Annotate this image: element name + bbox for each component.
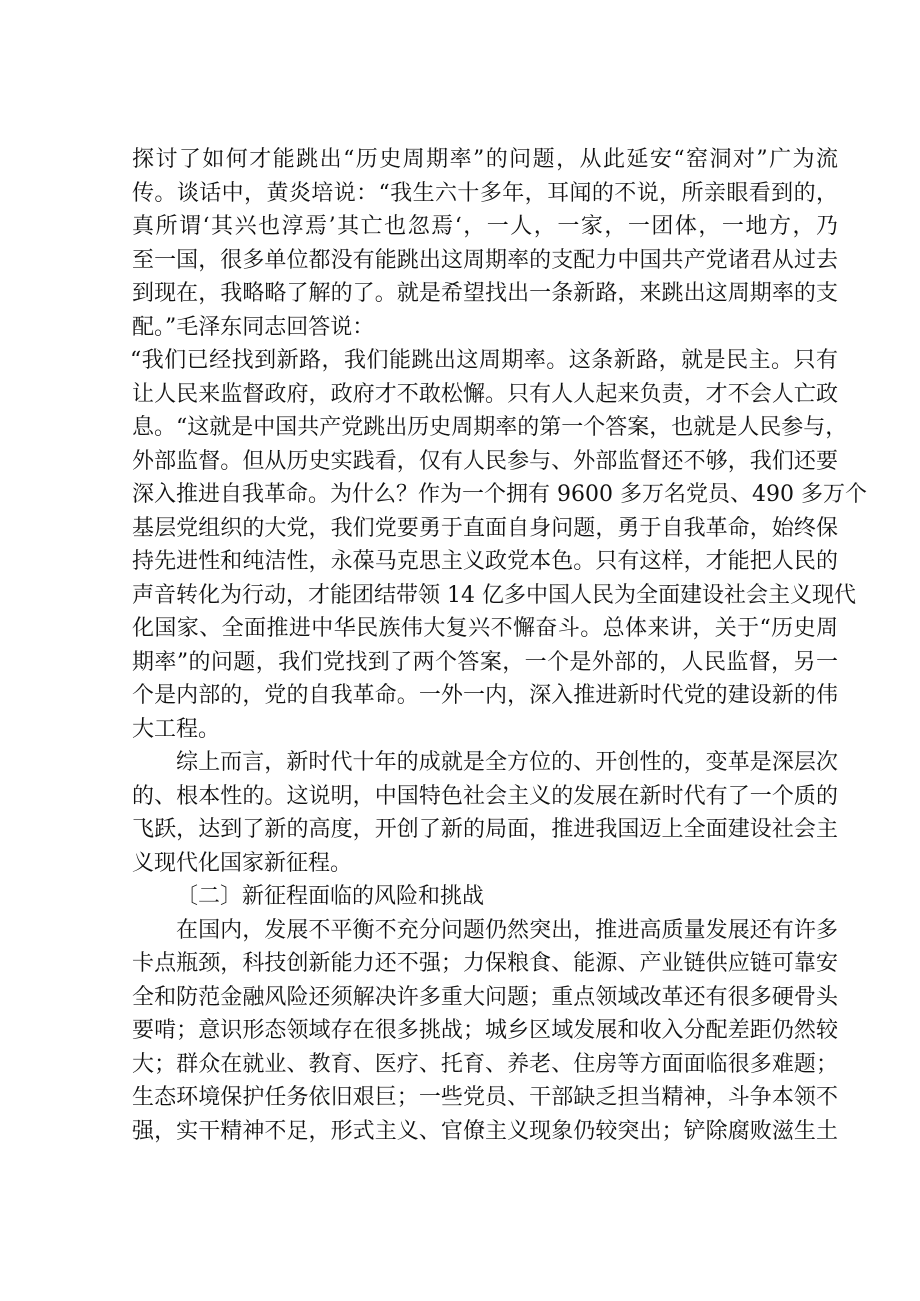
text-line: 个是内部的，党的自我革命。一外一内，深入推进新时代党的建设新的伟 xyxy=(132,683,838,708)
text-line: “我们已经找到新路，我们能跳出这周期率。这条新路，就是民主。只有 xyxy=(130,348,838,373)
paragraph-2 xyxy=(130,344,867,746)
text-line: 要啃；意识形态领域存在很多挑战；城乡区域发展和收入分配差距仍然较 xyxy=(132,1018,838,1043)
paragraph-4 xyxy=(132,914,838,1149)
text-line: 强，实干精神不足，形式主义、官僚主义现象仍较突出；铲除腐败滋生土 xyxy=(132,1118,838,1144)
text-line: 卡点瓶颈，科技创新能力还不强；力保粮食、能源、产业链供应链可靠安 xyxy=(132,951,838,976)
text-line: 化国家、全面推进中华民族伟大复兴不懈奋斗。总体来讲，关于“历史周 xyxy=(132,616,838,641)
text-line: 让人民来监督政府，政府才不敢松懈。只有人人起来负责，才不会人亡政 xyxy=(132,381,838,407)
text-line: 到现在，我略略了解的了。就是希望找出一条新路，来跳出这周期率的支 xyxy=(132,281,838,306)
text-line: 息。“这就是中国共产党跳出历史周期率的第一个答案，也就是人民参与， xyxy=(132,415,848,440)
text-line: 探讨了如何才能跳出“历史周期率”的问题，从此延安“窑洞对”广为流 xyxy=(132,147,838,172)
paragraph-3 xyxy=(132,746,838,880)
text-line: 大工程。 xyxy=(132,716,221,742)
text-line: 综上而言，新时代十年的成就是全方位的、开创性的，变革是深层次 xyxy=(176,750,838,775)
text-line: 声音转化为行动，才能团结带领 14 亿多中国人民为全面建设社会主义现代 xyxy=(132,582,856,608)
text-line: 配。”毛泽东同志回答说： xyxy=(132,314,375,340)
text-line: 期率”的问题，我们党找到了两个答案，一个是外部的，人民监督，另一 xyxy=(132,649,838,675)
text-line: 飞跃，达到了新的高度，开创了新的局面，推进我国迈上全面建设社会主 xyxy=(132,817,838,842)
text-line: 大；群众在就业、教育、医疗、托育、养老、住房等方面面临很多难题； xyxy=(132,1051,838,1077)
paragraph-1 xyxy=(132,143,838,344)
text-line: 生态环境保护任务依旧艰巨；一些党员、干部缺乏担当精神，斗争本领不 xyxy=(132,1085,838,1110)
text-line: 至一国，很多单位都没有能跳出这周期率的支配力中国共产党诸君从过去 xyxy=(132,247,838,273)
text-line: 基层党组织的大党，我们党要勇于直面自身问题，勇于自我革命，始终保 xyxy=(132,515,838,541)
text-line: 真所谓‘其兴也淳焉’其亡也忽焉‘，一人，一家，一团体，一地方，乃 xyxy=(132,214,838,239)
text-line: 深入推进自我革命。为什么？作为一个拥有 9600 多万名党员、490 多万个 xyxy=(132,482,867,507)
text-line: 外部监督。但从历史实践看，仅有人民参与、外部监督还不够，我们还要 xyxy=(132,448,838,474)
text-line: 传。谈话中，黄炎培说：“我生六十多年，耳闻的不说，所亲眼看到的， xyxy=(132,180,838,206)
text-line: 在国内，发展不平衡不充分问题仍然突出，推进高质量发展还有许多 xyxy=(176,917,838,943)
section-heading: 〔二〕新征程面临的风险和挑战 xyxy=(176,884,485,909)
text-line: 的、根本性的。这说明，中国特色社会主义的发展在新时代有了一个质的 xyxy=(132,783,838,809)
text-line: 全和防范金融风险还须解决许多重大问题；重点领域改革还有很多硬骨头 xyxy=(132,984,838,1010)
text-line: 义现代化国家新征程。 xyxy=(132,850,353,876)
text-line: 持先进性和纯洁性，永葆马克思主义政党本色。只有这样，才能把人民的 xyxy=(132,549,838,574)
